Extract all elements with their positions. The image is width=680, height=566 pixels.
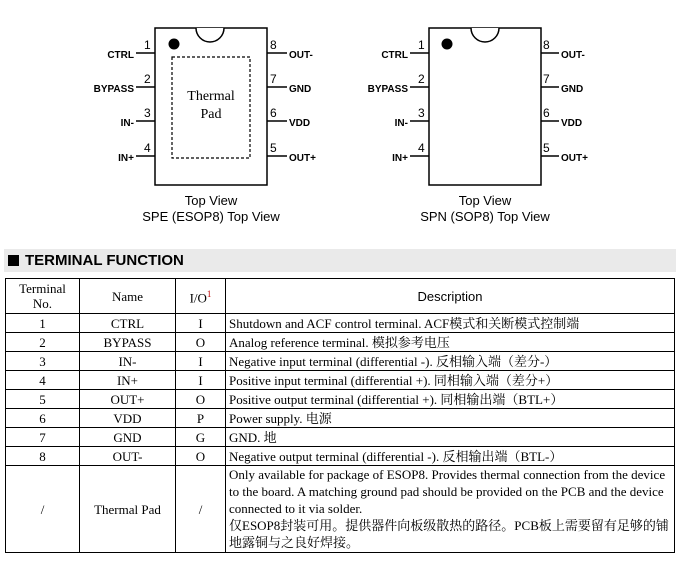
header-terminal-line2: No. [32,296,53,311]
header-name: Name [80,279,176,314]
pin-number-3: 3 [144,106,151,120]
table-row [6,428,675,447]
cell-no: / [6,466,80,553]
pin-name-in-minus: IN- [394,118,408,129]
cell-description: Positive output terminal (differential +). 同相输出端（BTL+） [226,390,675,409]
pin-name-in-plus: IN+ [392,153,408,164]
terminal-function-table [5,278,675,553]
pin-number-7: 7 [270,72,277,86]
thermal-pad-line1: Thermal [187,89,235,104]
sop8-caption [374,193,596,225]
pin-number-6: 6 [270,106,277,120]
cell-name: CTRL [80,314,176,333]
section-title-text: TERMINAL FUNCTION [25,252,184,269]
pin-name-out-minus: OUT- [289,50,313,61]
cell-io: / [176,466,226,553]
pin-name-in-plus: IN+ [118,153,134,164]
pin-name-vdd: VDD [289,118,311,129]
cell-name: OUT- [80,447,176,466]
square-bullet-icon [8,255,19,266]
cell-name: IN+ [80,371,176,390]
table-row [6,371,675,390]
cell-name: GND [80,428,176,447]
table-row [6,409,675,428]
thermal-pad-label [172,88,250,124]
cell-no: 3 [6,352,80,371]
header-terminal-no [6,279,80,314]
cell-io: I [176,352,226,371]
pin-number-2: 2 [418,72,425,86]
cell-no: 7 [6,428,80,447]
cell-io: O [176,333,226,352]
cell-no: 5 [6,390,80,409]
pin-number-1: 1 [418,38,425,52]
caption-line1: Top View [458,193,512,208]
pin-name-out-plus: OUT+ [289,153,316,164]
pin-number-4: 4 [418,141,425,155]
cell-description: GND. 地 [226,428,675,447]
pin-name-in-minus: IN- [120,118,134,129]
cell-description: Positive input terminal (differential +). 同相输入端（差分+） [226,371,675,390]
pin-name-ctrl: CTRL [381,50,408,61]
cell-name: BYPASS [80,333,176,352]
pin-name-ctrl: CTRL [107,50,134,61]
pin-number-8: 8 [270,38,277,52]
cell-description: Power supply. 电源 [226,409,675,428]
cell-no: 8 [6,447,80,466]
table-row [6,447,675,466]
cell-description: Negative output terminal (differential -). 反相输出端（BTL-） [226,447,675,466]
section-title [4,249,676,272]
cell-name: Thermal Pad [80,466,176,553]
pin-name-vdd: VDD [561,118,583,129]
pin-number-6: 6 [543,106,550,120]
header-terminal-line1: Terminal [19,281,66,296]
header-io [176,279,226,314]
pin-number-3: 3 [418,106,425,120]
cell-no: 4 [6,371,80,390]
cell-name: VDD [80,409,176,428]
cell-description: Analog reference terminal. 模拟参考电压 [226,333,675,352]
pin-number-4: 4 [144,141,151,155]
pin-name-bypass: BYPASS [367,84,408,95]
cell-description: Shutdown and ACF control terminal. ACF模式和关断模式控制端 [226,314,675,333]
cell-description: Negative input terminal (differential -). 反相输入端（差分-） [226,352,675,371]
pin-name-gnd: GND [289,84,312,95]
cell-io: O [176,390,226,409]
table-row [6,390,675,409]
cell-io: I [176,371,226,390]
pin-number-5: 5 [543,141,550,155]
cell-description [226,466,675,553]
cell-io: O [176,447,226,466]
pin-name-bypass: BYPASS [93,84,134,95]
description-chinese: 仅ESOP8封装可用。提供器件向板级散热的路径。PCB板上需要留有足够的铺地露铜与之良好焊接。 [229,518,669,550]
sop8-pinout-diagram [272,0,612,240]
thermal-pad-line2: Pad [200,107,222,122]
caption-line2: SPE (ESOP8) Top View [142,209,280,224]
cell-name: OUT+ [80,390,176,409]
pin-number-1: 1 [144,38,151,52]
table-row [6,314,675,333]
pin-number-2: 2 [144,72,151,86]
pin-number-5: 5 [270,141,277,155]
pin-name-out-minus: OUT- [561,50,585,61]
cell-no: 1 [6,314,80,333]
cell-name: IN- [80,352,176,371]
cell-no: 2 [6,333,80,352]
header-io-text: I/O [189,290,207,306]
cell-io: I [176,314,226,333]
pin-number-8: 8 [543,38,550,52]
header-description: Description [226,279,675,314]
caption-line1: Top View [184,193,238,208]
table-header-row [6,279,675,314]
cell-io: P [176,409,226,428]
pin-name-out-plus: OUT+ [561,153,588,164]
header-io-footnote: 1 [206,288,212,299]
pin-number-7: 7 [543,72,550,86]
caption-line2: SPN (SOP8) Top View [420,209,550,224]
cell-no: 6 [6,409,80,428]
table-row [6,333,675,352]
cell-io: G [176,428,226,447]
description-english: Only available for package of ESOP8. Provides thermal connection from the device to the board. A matching ground pad should be provided on the PCB and the device connected to it via solder. [229,467,666,516]
table-row [6,466,675,553]
table-row [6,352,675,371]
pin-name-gnd: GND [561,84,584,95]
